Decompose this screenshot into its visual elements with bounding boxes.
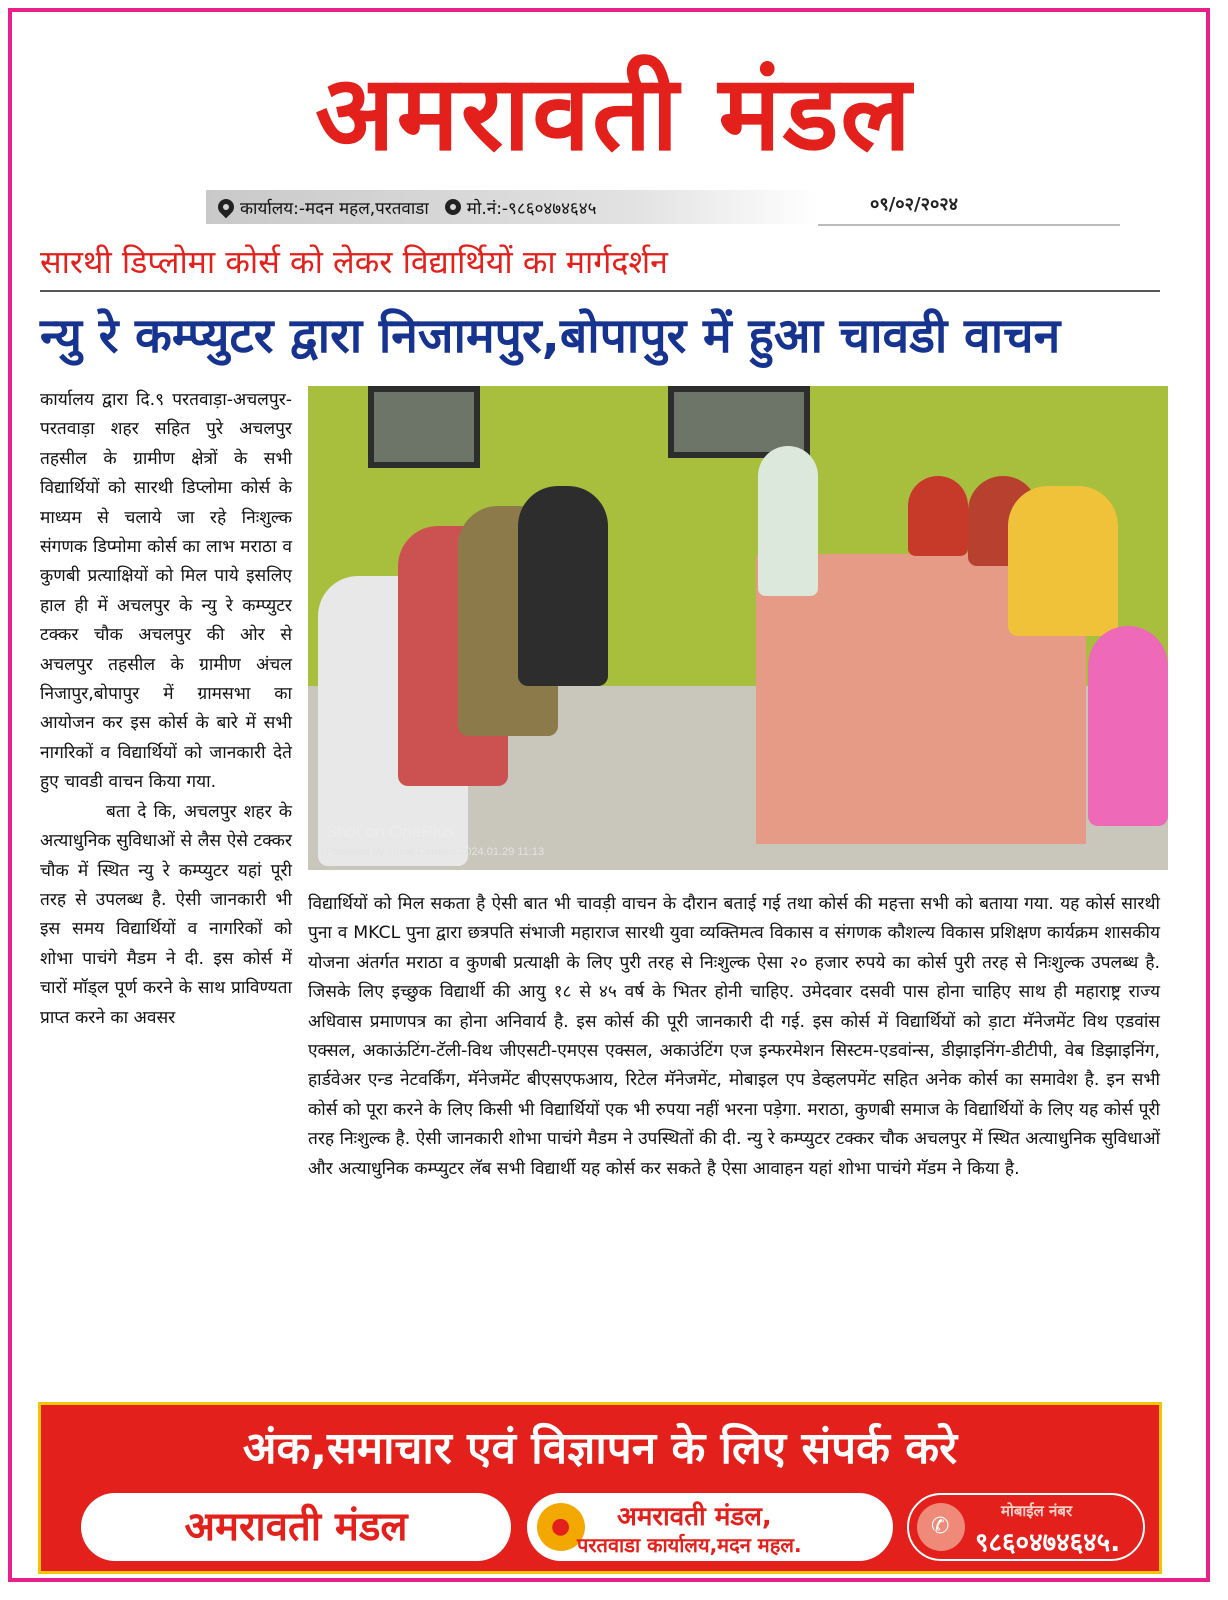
ad-logo: अमरावती मंडल	[81, 1493, 511, 1561]
masthead-title: अमरावती मंडल	[315, 52, 913, 174]
advertisement-banner	[38, 1402, 1162, 1574]
sub-headline: सारथी डिप्लोमा कोर्स को लेकर विद्यार्थियों का मार्गदर्शन	[40, 243, 668, 281]
photo-person	[908, 476, 968, 556]
issue-date: ०९/०२/२०२४	[870, 194, 959, 215]
ad-address-line2: परतवाडा कार्यालय,मदन महल.	[577, 1533, 802, 1557]
photo-person	[758, 446, 818, 596]
ad-title: अंक,समाचार एवं विज्ञापन के लिए संपर्क करे	[242, 1423, 958, 1474]
ad-address-box	[527, 1493, 893, 1561]
photo-watermark: Shot on OnePlus	[326, 822, 455, 841]
divider	[40, 290, 1160, 292]
photo-person	[1088, 626, 1168, 826]
photo-window	[368, 386, 480, 468]
office-address: कार्यालय:-मदन महल,परतवाडा	[240, 198, 429, 219]
location-pin-icon: ●	[537, 1503, 585, 1551]
photo-watermark-sub: Powered by Triple Camera 2024.01.29 11:13	[326, 846, 545, 858]
body-paragraph: विद्यार्थियों को मिल सकता है ऐसी बात भी चावड़ी वाचन के दौरान बताई गई तथा कोर्स की महत्ता सभी को बताया गया. यह कोर्स सारथी पुना व MKCL पुना द्वारा छत्रपति संभाजी महाराज सारथी युवा व्यक्तिमत्व विकास व संगणक कौशल्य विकास प्रशिक्षण कार्यक्रम शासकीय योजना अंतर्गत मराठा व कुणबी प्रत्याक्षी के लिए पुरी तरह से निःशुल्क ऐसा २० हजार रुपये का कोर्स पुरी तरह से निःशुल्क उपलब्ध है. जिसके लिए इच्छुक विद्यार्थी की आयु १८ से ४५ वर्ष के भितर होनी चाहिए. उमेदवार दसवी पास होना चाहिए साथ ही महाराष्ट्र राज्य अधिवास प्रमाणपत्र का होना अनिवार्य है. इस कोर्स की पूरी जानकारी दी गई. इस कोर्स में विद्यार्थियों को ड़ाटा मॅनेजमेंट विथ एडवांस एक्सल, अकाऊंटिंग-टॅली-विथ जीएसटी-एमएस एक्सल, अकाउंटिंग एज इन्फरमेशन सिस्टम-एडवांन्स, डीझाइनिंग-डीटीपी, वेब डिझाइनिंग, हार्डवेअर एन्ड नेटवर्किंग, मॅनेजमेंट बीएसएफआय, रिटेल मॅनेजमेंट, मोबाइल एप डेव्हलपमेंट सहित अनेक कोर्स का समावेश है. इन सभी कोर्स को पूरा करने के लिए किसी भी विद्यार्थियों एक भी रुपया नहीं भरना पड़ेगा. मराठा, कुणबी समाज के विद्यार्थियों के लिए यह कोर्स पूरी तरह निःशुल्क है. ऐसी जानकारी शोभा पाचंगे मैडम ने उपस्थितों की दी. न्यु रे कम्प्युटर टक्कर चौक अचलपुर में स्थित अत्याधुनिक सुविधाओं और अत्याधुनिक कम्प्युटर लॅब सभी विद्यार्थी यह कोर्स कर सकते है ऐसा आवाहन यहां शोभा पाचंगे मॅडम ने किया है.	[308, 894, 1160, 1179]
main-headline: न्यु रे कम्प्युटर द्वारा निजामपुर,बोपापुर में हुआ चावडी वाचन	[40, 308, 1061, 364]
photo-person	[518, 486, 608, 686]
left-paragraph-1: कार्यालय द्वारा दि.९ परतवाड़ा-अचलपुर-परतवाड़ा शहर सहित पुरे अचलपुर तहसील के ग्रामीण क्षेत्रों के सभी विद्यार्थियों को सारथी डिप्लोमा कोर्स के माध्यम से चलाये जा रहे निःशुल्क संगणक डिप्मोमा कोर्स का लाभ मराठा व कुणबी प्रत्याक्षियों को मिल पाये इसलिए हाल ही में अचलपुर के न्यु रे कम्प्युटर टक्कर चौक अचलपुर की ओर से अचलपुर तहसील के ग्रामीण अंचल निजापुर,बोपापुर में ग्रामसभा का आयोजन कर इस कोर्स के बारे में सभी नागरिकों व विद्यार्थियों को जानकारी देते हुए चावडी वाचन किया गया.	[40, 390, 292, 793]
phone-icon: ✆	[917, 1503, 965, 1551]
info-bar	[206, 190, 818, 224]
left-column	[40, 386, 292, 1033]
article-body	[308, 890, 1160, 1184]
date-underline	[818, 224, 1120, 226]
photo-person	[1008, 486, 1118, 636]
ad-phone-label: मोबाईल नंबर	[1001, 1502, 1073, 1520]
ad-phone-box	[907, 1493, 1145, 1561]
ad-phone-number: ९८६०४७४६४५.	[975, 1528, 1121, 1558]
phone-icon	[445, 199, 461, 215]
office-phone: मो.नं:-९८६०४७४६४५	[466, 198, 597, 219]
left-paragraph-2: बता दे कि, अचलपुर शहर के अत्याधुनिक सुविधाओं से लैस ऐसे टक्कर चौक में स्थित न्यु रे कम्प्युटर यहां पूरी तरह से उपलब्ध है. ऐसी जानकारी भी इस समय विद्यार्थियों व नागरिकों को शोभा पाचंगे मैडम ने दी. इस कोर्स में चारों मॉड्ल पूर्ण करने के साथ प्राविण्यता प्राप्त करने का अवसर	[40, 801, 292, 1028]
ad-address-line1: अमरावती मंडल,	[617, 1502, 772, 1532]
news-photo	[308, 386, 1168, 870]
location-pin-icon	[215, 196, 238, 219]
